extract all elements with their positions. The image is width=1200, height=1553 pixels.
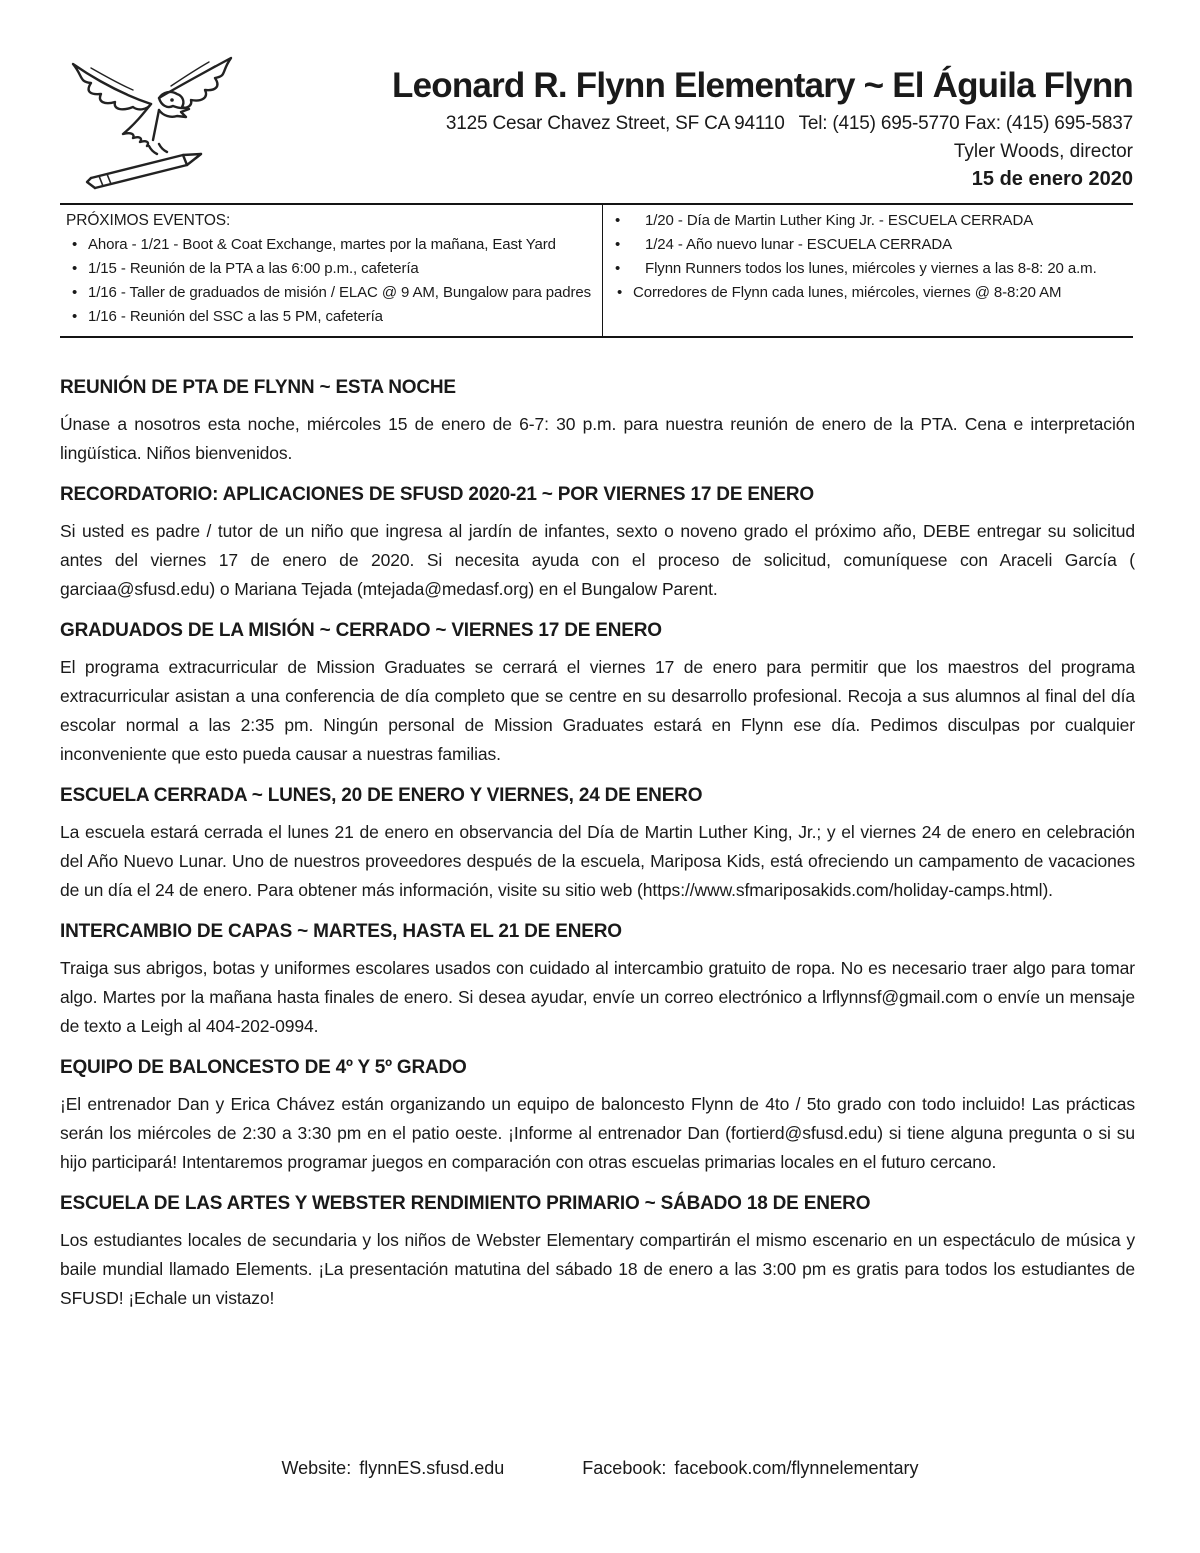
- bullet-icon: •: [617, 284, 623, 301]
- events-title: PRÓXIMOS EVENTOS:: [66, 212, 231, 229]
- section-body: ¡El entrenador Dan y Erica Chávez están organizando un equipo de baloncesto Flynn de 4to / 5to grado con todo incluido! Las prácticas serán los miércoles de 2:30 a 3:30 pm en el patio oeste. ¡Informe al entrenador Dan (fortierd@sfusd.edu) si tiene alguna pregunta o si su hijo participará! Intentaremos programar juegos en comparación con otras escuelas primarias locales en el futuro cercano.: [60, 1094, 1135, 1172]
- bullet-icon: •: [615, 260, 621, 277]
- section-heading: ESCUELA DE LAS ARTES Y WEBSTER RENDIMIENTO PRIMARIO ~ SÁBADO 18 DE ENERO: [60, 1193, 871, 1214]
- director-line: Tyler Woods, director: [953, 140, 1133, 162]
- section-pta-meeting: [60, 376, 1135, 468]
- website-url: flynnES.sfusd.edu: [359, 1458, 505, 1478]
- section-body: Únase a nosotros esta noche, miércoles 15 de enero de 6-7: 30 p.m. para nuestra reunión de enero de la PTA. Cena e interpretación lingüística. Niños bienvenidos.: [60, 414, 1135, 463]
- section-heading: GRADUADOS DE LA MISIÓN ~ CERRADO ~ VIERNES 17 DE ENERO: [60, 620, 662, 641]
- section-heading: EQUIPO DE BALONCESTO DE 4º Y 5º GRADO: [60, 1057, 467, 1078]
- eagle-pencil-logo-icon: [55, 50, 245, 190]
- header: [55, 50, 1133, 191]
- section-heading: RECORDATORIO: APLICACIONES DE SFUSD 2020-21 ~ POR VIERNES 17 DE ENERO: [60, 484, 814, 505]
- events-column-right: [602, 205, 1133, 336]
- page-title: Leonard R. Flynn Elementary ~ El Águila Flynn: [392, 66, 1133, 105]
- section-heading: REUNIÓN DE PTA DE FLYNN ~ ESTA NOCHE: [60, 377, 456, 398]
- section-body: Si usted es padre / tutor de un niño que ingresa al jardín de infantes, sexto o noveno grado el próximo año, DEBE entregar su solicitud antes del viernes 17 de enero de 2020. Si necesita ayuda con el proceso de solicitud, comuníquese con Araceli García ( garciaa@sfusd.edu) o Mariana Tejada (mtejada@medasf.org) en el Bungalow Parent.: [60, 521, 1135, 599]
- newsletter-body: [60, 376, 1135, 1328]
- bullet-icon: •: [615, 236, 621, 253]
- event-item: • 1/20 - Día de Martin Luther King Jr. - ESCUELA CERRADA: [611, 209, 1129, 233]
- event-item: • Corredores de Flynn cada lunes, miércoles, viernes @ 8-8:20 AM: [611, 281, 1129, 305]
- section-mission-graduates: [60, 619, 1135, 769]
- section-heading: INTERCAMBIO DE CAPAS ~ MARTES, HASTA EL 21 DE ENERO: [60, 921, 622, 942]
- section-body: Los estudiantes locales de secundaria y los niños de Webster Elementary compartirán el mismo escenario en un espectáculo de música y baile mundial llamado Elements. ¡La presentación matutina del sábado 18 de enero a las 3:00 pm es gratis para todos los estudiantes de SFUSD! ¡Echale un vistazo!: [60, 1230, 1135, 1308]
- header-text: [245, 50, 1133, 191]
- event-item: • Ahora - 1/21 - Boot & Coat Exchange, martes por la mañana, East Yard: [66, 233, 598, 257]
- footer: [0, 1458, 1200, 1479]
- event-item: • 1/16 - Reunión del SSC a las 5 PM, cafetería: [66, 305, 598, 329]
- facebook-url: facebook.com/flynnelementary: [674, 1458, 919, 1478]
- section-heading: ESCUELA CERRADA ~ LUNES, 20 DE ENERO Y VIERNES, 24 DE ENERO: [60, 785, 703, 806]
- section-arts-webster: [60, 1192, 1135, 1313]
- section-body: La escuela estará cerrada el lunes 21 de enero en observancia del Día de Martin Luther King, Jr.; y el viernes 24 de enero en celebración del Año Nuevo Lunar. Uno de nuestros proveedores después de la escuela, Mariposa Kids, está ofreciendo un campamento de vacaciones de un día el 24 de enero. Para obtener más información, visite su sitio web (https://www.sfmariposakids.com/holiday-camps.html).: [60, 822, 1135, 900]
- address-line: [245, 113, 1133, 135]
- event-item: • 1/16 - Taller de graduados de misión / ELAC @ 9 AM, Bungalow para padres: [66, 281, 598, 305]
- footer-facebook: [582, 1458, 918, 1479]
- section-body: El programa extracurricular de Mission Graduates se cerrará el viernes 17 de enero para permitir que los maestros del programa extracurricular asistan a una conferencia de día completo que se centre en su desarrollo profesional. Recoja a sus alumnos al final del día escolar normal a las 2:35 pm. Ningún personal de Mission Graduates estará en Flynn ese día. Pedimos disculpas por cualquier inconveniente que esto pueda causar a nuestras familias.: [60, 657, 1135, 764]
- footer-website: [282, 1458, 505, 1479]
- event-item: • 1/15 - Reunión de la PTA a las 6:00 p.m., cafetería: [66, 257, 598, 281]
- bullet-icon: •: [72, 236, 78, 253]
- section-coat-exchange: [60, 920, 1135, 1041]
- section-sfusd-applications: [60, 483, 1135, 604]
- bullet-icon: •: [72, 308, 78, 325]
- event-item: • Flynn Runners todos los lunes, miércoles y viernes a las 8-8: 20 a.m.: [611, 257, 1129, 281]
- bullet-icon: •: [72, 260, 78, 277]
- issue-date: 15 de enero 2020: [971, 167, 1133, 190]
- address-street: 3125 Cesar Chavez Street, SF CA 94110: [445, 112, 785, 134]
- facebook-label: Facebook:: [582, 1458, 667, 1478]
- section-body: Traiga sus abrigos, botas y uniformes escolares usados con cuidado al intercambio gratuito de ropa. No es necesario traer algo para tomar algo. Martes por la mañana hasta finales de enero. Si desea ayudar, envíe un correo electrónico a lrflynnsf@gmail.com o envíe un mensaje de texto a Leigh al 404-202-0994.: [60, 958, 1135, 1036]
- section-basketball-team: [60, 1056, 1135, 1177]
- events-column-left: [60, 205, 602, 336]
- bullet-icon: •: [72, 284, 78, 301]
- upcoming-events-box: [60, 203, 1133, 338]
- section-school-closed: [60, 784, 1135, 905]
- address-phone: Tel: (415) 695-5770 Fax: (415) 695-5837: [798, 112, 1133, 134]
- website-label: Website:: [281, 1458, 352, 1478]
- event-item: • 1/24 - Año nuevo lunar - ESCUELA CERRADA: [611, 233, 1129, 257]
- bullet-icon: •: [615, 212, 621, 229]
